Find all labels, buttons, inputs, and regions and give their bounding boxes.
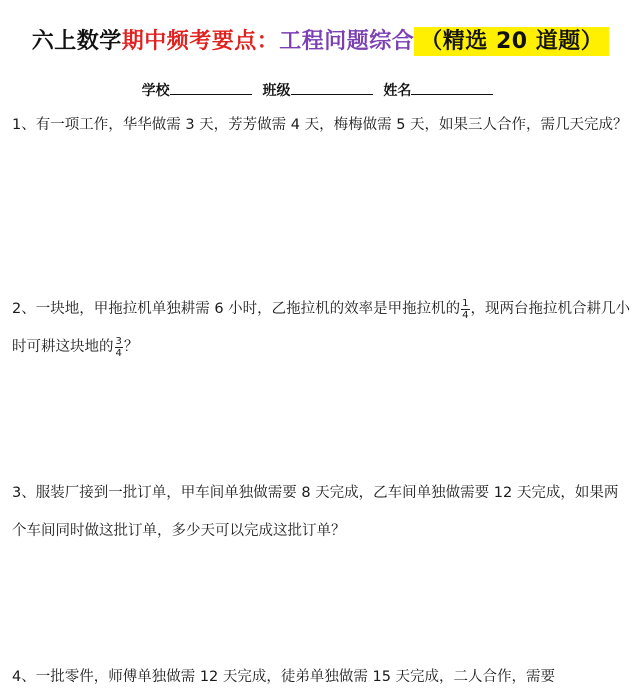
class-label: 班级 — [262, 83, 291, 99]
question-4: 4、一批零件，师傅单独做需 12 天完成，徒弟单独做需 15 天完成，二人合作，需要 — [12, 669, 556, 685]
question-2 — [12, 290, 632, 366]
question-2-text-b: ，现两台拖拉机合耕几小时可耕这块地的 — [12, 301, 631, 355]
question-3: 3、服装厂接到一批订单，甲车间单独做需要 8 天完成，乙车间单独做需要 12 天完成，如果两个车间同时做这批订单，多少天可以完成这批订单？ — [12, 485, 619, 539]
fraction-one-quarter: $\frac{1}{4}$ — [462, 297, 469, 321]
title-highlight-red: 期中频考要点： — [121, 29, 280, 54]
page-title — [0, 24, 641, 55]
question-2-text-a: 2、一块地，甲拖拉机单独耕需 6 小时，乙拖拉机的效率是甲拖拉机的 — [12, 301, 461, 317]
student-info-row — [0, 80, 641, 100]
question-1: 1、有一项工作，华华做需 3 天，芳芳做需 4 天，梅梅做需 5 天，如果三人合作，需几天完成？ — [12, 117, 628, 133]
fraction-three-quarters: $\frac{3}{4}$ — [115, 335, 122, 359]
name-blank — [411, 82, 493, 95]
school-blank — [170, 82, 252, 95]
question-2-text-c: ？ — [123, 339, 139, 355]
title-prefix: 六上数学 — [31, 29, 122, 54]
name-label: 姓名 — [383, 83, 412, 99]
class-blank — [291, 82, 373, 95]
title-count-badge: （精选 20 道题） — [414, 27, 609, 56]
title-topic: 工程问题综合 — [279, 29, 415, 54]
school-label: 学校 — [141, 83, 170, 99]
